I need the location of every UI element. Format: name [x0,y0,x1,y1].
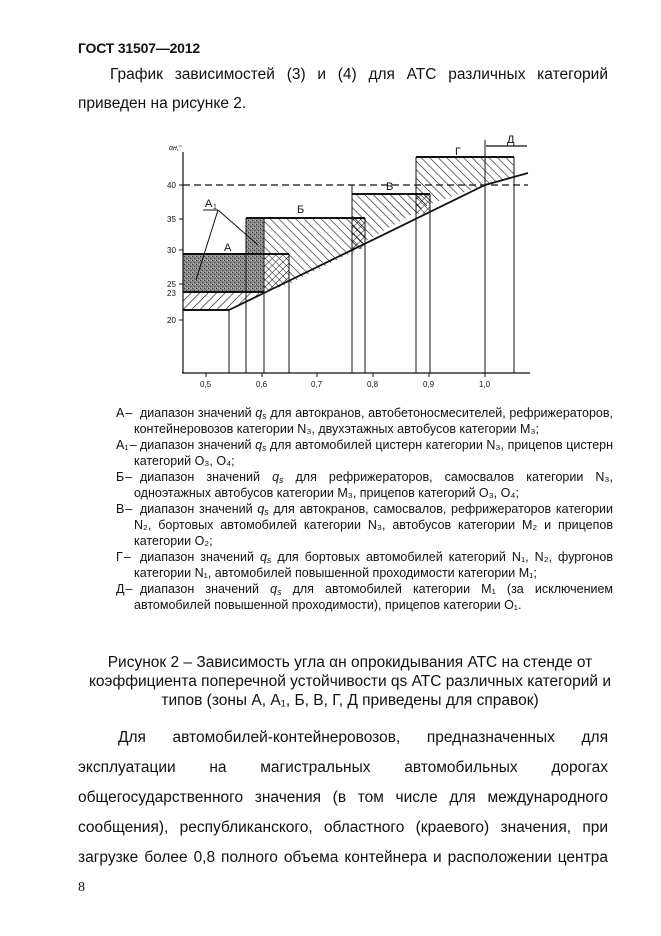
q-subscript: s [279,475,284,485]
word: для [449,789,476,806]
word: автомобилей-контейнеровозов, [172,729,401,746]
legend-text: диапазон значений [140,406,256,420]
word: республиканского, [179,819,313,836]
word: эксплуатации [78,759,176,776]
y-tick-label: 30 [167,246,176,255]
body-line [78,723,608,753]
x-tick-label: 0,9 [423,380,435,389]
figure-2-chart [150,128,550,398]
legend-item-b [116,469,613,501]
x-tick-label: 1,0 [479,380,491,389]
body-line [78,783,608,813]
q-symbol: q [270,582,278,596]
zone-a1-subscript: 1 [213,204,217,211]
word: загрузке [78,849,139,866]
y-tick-label: 40 [167,181,176,190]
q-subscript: s [264,507,269,517]
word: Для [118,729,146,746]
legend-key: Д – [116,582,133,596]
caption-line: Рисунок 2 – Зависимость угла αн опрокидывания АТС на стенде от [107,654,593,671]
word: и [433,849,442,866]
q-subscript: s [266,555,272,565]
word: значения [254,789,322,806]
q-symbol: q [255,438,263,452]
word: 0,8 [193,849,216,866]
legend-text: для автокранов, автобетоносмесителей, рефрижераторов, контейнеровозов категории N₃, двухэтажных автобусов категории M₃; [134,406,614,436]
y-tick-label: 20 [167,316,176,325]
q-symbol: q [255,406,263,420]
legend-key: А₁ – [116,438,137,452]
y-axis-label: αн,° [169,145,182,152]
zone-b-label: Б [297,204,305,216]
legend-item-d [116,581,613,613]
word: том [357,789,384,806]
word: значения, [500,819,572,836]
legend-text: диапазон значений [140,470,273,484]
caption-line: коэффициента поперечной устойчивости qs АТС различных категорий и [88,673,612,690]
legend-key: В – [116,502,133,516]
body-line [78,753,608,783]
word: для [581,729,608,746]
chart-svg [150,128,550,398]
legend-text: диапазон значений [140,438,256,452]
caption-line: типов (зоны А, А₁, Б, В, Г, Д приведены для справок) [161,692,539,709]
x-tick-label: 0,7 [311,380,323,389]
q-symbol: q [272,470,280,484]
q-subscript: s [262,411,267,421]
zone-lower-band [183,293,264,310]
q-subscript: s [262,443,267,453]
legend-item-a1 [116,437,613,469]
body-paragraph [78,723,608,873]
document-header: ГОСТ 31507—2012 [78,40,200,56]
figure-legend [116,405,613,613]
word: расположении [447,849,552,866]
body-line [78,843,608,873]
word: при [582,819,608,836]
legend-text: диапазон значений [140,502,258,516]
word: дорогах [551,759,608,776]
legend-text: диапазон значений [140,550,260,564]
q-symbol: q [257,502,265,516]
word: числе [395,789,438,806]
legend-text: для бортовых автомобилей категорий N₁, N₂, фургонов категории N₁, автомобилей повышенной проходимости категории M₁; [134,550,613,580]
legend-item-a [116,405,613,437]
y-tick-label: 35 [167,215,176,224]
zone-a1-area [246,218,264,254]
word: международного [487,789,608,806]
legend-text: диапазон значений [140,582,271,596]
legend-text: для автомобилей категории M₁ (за исключением автомобилей повышенной проходимости), прицепов категории O₁. [134,582,614,612]
zone-a-area [183,254,264,292]
word: (краевого) [415,819,490,836]
word: более [144,849,188,866]
y-tick-label: 25 [167,280,176,289]
legend-text: для автомобилей цистерн категории N₃, прицепов цистерн категорий O₃, O₄; [134,438,614,468]
zone-v-label: В [386,181,394,193]
legend-key: Г – [116,550,131,564]
body-line [78,813,608,843]
word: контейнера [344,849,428,866]
word: на [209,759,227,776]
legend-item-g [116,549,613,581]
word: областного [323,819,405,836]
legend-key: А – [116,406,133,420]
word: (в [332,789,347,806]
zone-d-label: Д [507,134,515,146]
word: автомобильных [404,759,518,776]
page-number: 8 [78,880,85,895]
zone-g-label: Г [455,146,461,158]
x-tick-label: 0,8 [367,380,379,389]
y-tick-label: 23 [167,289,176,298]
legend-text: для автокранов, самосвалов, рефрижераторов категории N₂, бортовых автомобилей категории N₃, автобусов категории M₂ и прицепов категории O₂; [134,502,614,548]
x-tick-label: 0,6 [256,380,268,389]
zone-a-label: А [224,242,232,254]
zone-v-crosshatch [416,194,430,214]
zone-g-area [416,157,514,209]
word: общегосударственного [78,789,244,806]
q-symbol: q [259,550,267,564]
word: магистральных [260,759,371,776]
zone-a1-label: А [205,198,213,210]
legend-key: Б – [116,470,133,484]
intro-paragraph: График зависимостей (3) и (4) для АТС различных категорий приведен на рисунке 2. [78,66,608,112]
q-subscript: s [277,587,282,597]
word: полного [221,849,278,866]
word: объема [283,849,339,866]
x-tick-label: 0,5 [200,380,212,389]
word: предназначенных [426,729,555,746]
word: центра [557,849,608,866]
legend-item-v [116,501,613,549]
figure-caption [60,653,640,710]
legend-text: для рефрижераторов, самосвалов категории N₃, одноэтажных автобусов категории M₃, прицепов категорий O₃, O₄; [134,470,613,500]
word: сообщения), [78,819,169,836]
